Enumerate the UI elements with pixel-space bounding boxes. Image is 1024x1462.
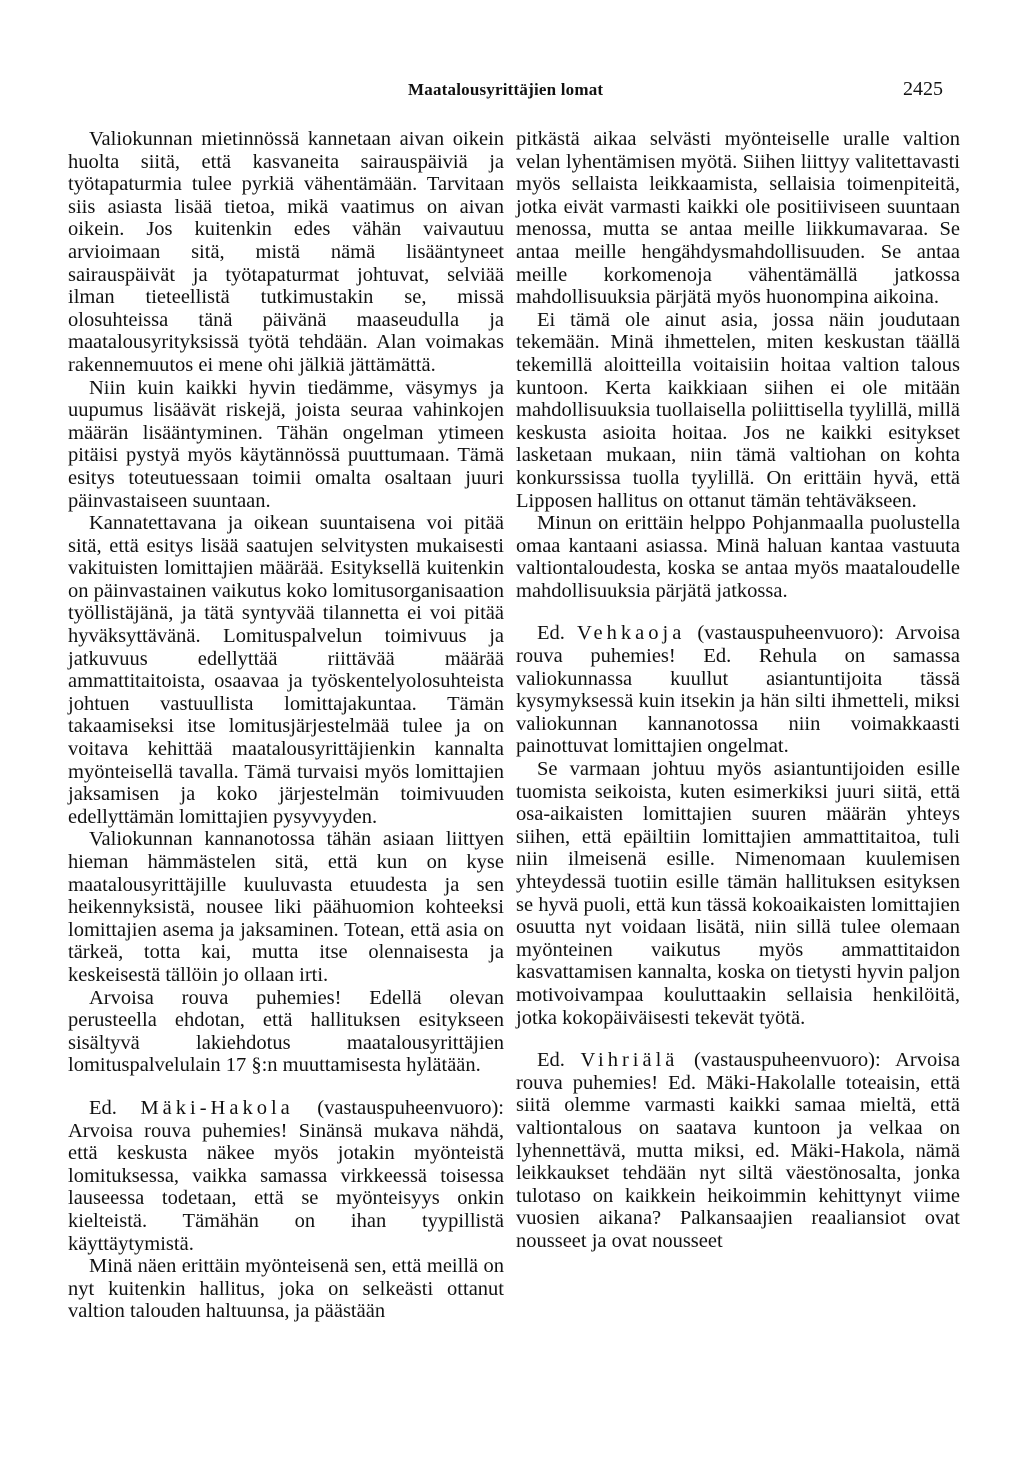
speech-entry [516, 622, 960, 758]
speech-prefix: Ed. [89, 1096, 141, 1119]
speech-prefix: Ed. [537, 1049, 581, 1072]
speaker-name: Vihriälä [580, 1049, 679, 1072]
paragraph: Arvoisa rouva puhemies! Edellä olevan perusteella ehdotan, että hallituksen esitykseen sisältyvä lakiehdotus maatalousyrittäjien lomituspalvelulain 17 §:n muuttamisesta hylätään. [68, 986, 504, 1077]
paragraph: Se varmaan johtuu myös asiantuntijoiden esille tuomista seikoista, kuten esimerkiksi juuri siitä, että osa-aikaisten lomittajien suuren määrän yhteys siihen, että epäiltiin lomittajien ammattitaitoa, tuli niin ilmeisenä esille. Nimenomaan kuulemisen yhteydessä tuotiin esille tämän hallituksen esityksen se hyvä puoli, että kun tässä kokoaikaisten lomittajien osuutta nyt voidaan lisätä, niin sillä tulee olemaan myönteinen vaikutus myös ammattitaidon kasvattamisen kannalta, koska on tietysti hyvin paljon motivoivampaa kouluttaakin sellaisia henkilöitä, jotka kokopäiväisesti tekevät työtä. [516, 758, 960, 1029]
paragraph-continuation: pitkästä aikaa selvästi myönteiselle uralle valtion velan lyhentämisen myötä. Siihen liittyy valitettavasti myös sellaista leikkaamista, sellaisia toimenpiteitä, jotka eivät varmasti kaikki ole positiiviseen suuntaan menossa, mutta se antaa meille liikkumavaraa. Se antaa meille hengähdysmahdollisuuden. Se antaa meille korkomenoja vähentämällä jatkossa mahdollisuuksia pärjätä myös huonompina aikoina. [516, 128, 960, 309]
right-column [516, 128, 960, 1253]
paragraph: Minä näen erittäin myönteisenä sen, että meillä on nyt kuitenkin hallitus, joka on selkeästi ottanut valtion talouden haltuunsa, ja päästään [68, 1255, 504, 1323]
paragraph: Minun on erittäin helppo Pohjanmaalla puolustella omaa kantaani asiassa. Minä haluan kantaa vastuuta valtiontaloudesta, koska se antaa myös maataloudelle mahdollisuuksia pärjätä jatkossa. [516, 512, 960, 602]
running-title: Maatalousyrittäjien lomat [408, 80, 604, 99]
speech-entry [516, 1049, 960, 1252]
page-number: 2425 [903, 78, 943, 100]
paragraph: Valiokunnan kannanotossa tähän asiaan liittyen hieman hämmästelen sitä, että kun on kyse maatalousyrittäjille kuuluvasta etuudesta ja sen heikennyksistä, nousee liki päähuomion kohteeksi lomittajien asema ja jaksaminen. Totean, että asia on tärkeä, totta kai, mutta itse olennaisesta ja keskeisestä tällöin jo ollaan irti. [68, 828, 504, 986]
paragraph: Niin kuin kaikki hyvin tiedämme, väsymys ja uupumus lisäävät riskejä, joista seuraa vahinkojen määrän lisääntyminen. Tähän ongelman ytimeen pitäisi pystyä myös käytännössä puuttumaan. Tämä esitys toteutuessaan toimii omalta osaltaan juuri päinvastaiseen suuntaan. [68, 376, 504, 512]
speech-text: (vastauspuheenvuoro): Arvoisa rouva puhemies! Sinänsä mukava nähdä, että keskusta näkee myös jotakin myönteistä lomituksessa, vaikka samassa virkkeessä toisessa lauseessa todetaan, että se myönteisyys onkin kielteistä. Tämähän on ihan tyypillistä käyttäytymistä. [68, 1096, 504, 1255]
speech-entry [68, 1097, 504, 1255]
speech-text: (vastauspuheenvuoro): Arvoisa rouva puhemies! Ed. Mäki-Hakolalle toteaisin, että siitä olemme varmasti kaikki samaa mieltä, että valtiontalous on saatava kuntoon ja velkaa on lyhennettävä, mutta miksi, ed. Mäki-Hakola, nämä leikkaukset tehdään nyt siltä väestönosalta, jonka tulotaso on kaikkein heikoimmin kehittynyt viime vuosien aikana? Palkansaajien reaaliansiot ovat nousseet ja ovat nousseet [516, 1049, 960, 1252]
speaker-name: Mäki-Hakola [140, 1096, 294, 1119]
paragraph: Kannatettavana ja oikean suuntaisena voi pitää sitä, että esitys lisää saatujen selvitysten mukaisesti vakituisten lomittajien määrää. Esityksellä kuitenkin on päinvastainen vaikutus koko lomitusorganisaation työllistäjänä, ja tätä syntyvää tilannetta ei voi pitää hyväksyttävänä. Lomituspalvelun toimivuus ja jatkuvuus edellyttää riittävää määrää ammattitaitoista, osaavaa ja työskentelyolosuhteista johtuen vastuullista lomittajakuntaa. Tämän takaamiseksi itse lomitusjärjestelmää tulee ja on voitava kehittää maatalousyrittäjienkin kannalta myönteisellä tavalla. Tämä turvaisi myös lomittajien jaksamisen ja koko järjestelmän toimivuuden edellyttämän lomittajien pysyvyyden. [68, 512, 504, 828]
speech-prefix: Ed. [537, 622, 578, 645]
paragraph: Valiokunnan mietinnössä kannetaan aivan oikein huolta siitä, että kasvaneita sairauspäiviä ja työtapaturmia tulee pyrkiä vähentämään. Tarvitaan siis asiasta lisää tietoa, mikä vaatimus on aivan oikein. Jos kuitenkin edes vähän vaivautuu arvioimaan sitä, mistä nämä lisääntyneet sairauspäivät ja työtapaturmat johtuvat, selviää ilman tieteellistä tutkimustakin se, missä olosuhteissa tänä päivänä maaseudulla ja maatalousyrityksissä työtä tehdään. Alan voimakas rakennemuutos ei mene ohi jälkiä jättämättä. [68, 128, 504, 376]
speaker-name: Vehkaoja [577, 622, 686, 645]
left-column [68, 128, 504, 1323]
speech-text: (vastauspuheenvuoro): Arvoisa rouva puhemies! Ed. Rehula on samassa valiokunnassa kuullut asiantuntijoita tässä kysymyksessä kuin itsekin ja hän silti ihmetteli, miksi valiokunnan kannanotossa niin voimakkaasti painottuvat lomittajien ongelmat. [516, 622, 960, 758]
page-header [0, 80, 1024, 110]
paragraph: Ei tämä ole ainut asia, jossa näin joudutaan tekemään. Minä ihmettelen, miten keskustan täällä tekemillä aloitteilla voitaisiin hoitaa valtion talous kuntoon. Kerta kaikkiaan siihen ei ole mitään mahdollisuuksia tuollaisella poliittisella tyylillä, millä keskusta asioita hoitaa. Jos ne kaikki esitykset lasketaan mukaan, niin tämä valtiohan on kohta konkurssissa tuolla tyylillä. On erittäin hyvä, että Lipposen hallitus on ottanut tämän tehtäväkseen. [516, 308, 960, 512]
